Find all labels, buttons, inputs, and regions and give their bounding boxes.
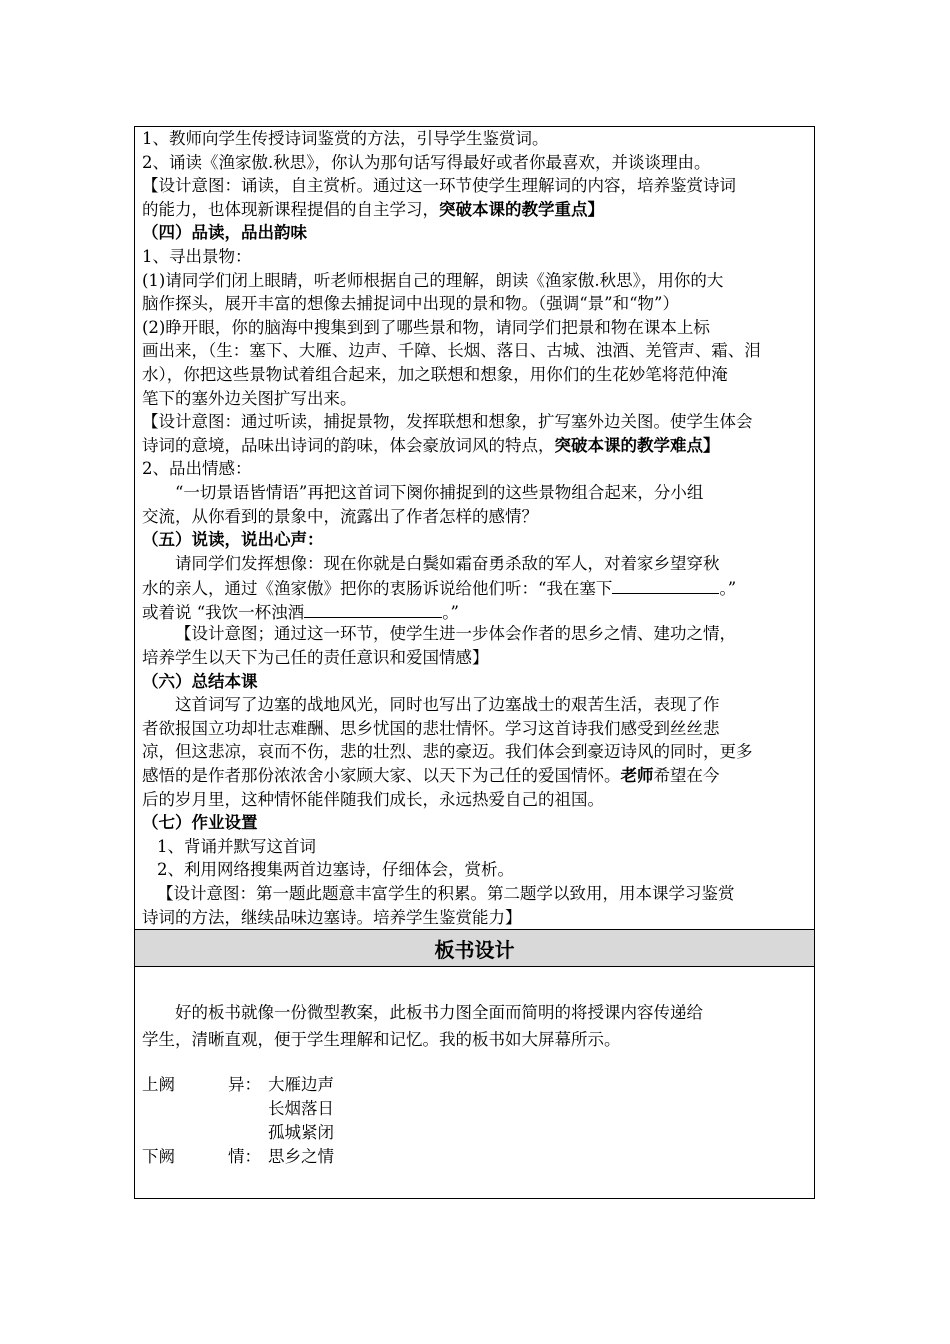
text-line (142, 764, 809, 788)
text-line: 2、利用网络搜集两首边塞诗，仔细体会，赏析。 (157, 860, 514, 880)
fill-in-line (142, 599, 809, 623)
text-line: 这首词写了边塞的战地风光，同时也写出了边塞战士的艰苦生活，表现了作 (175, 695, 720, 715)
section-heading-5: （五）说读，说出心声： (142, 530, 324, 550)
text-span: 希望在今 (653, 766, 720, 786)
text-line: 笔下的塞外边关图扩写出来。 (142, 388, 357, 408)
board-text: 思乡之情 (268, 1147, 334, 1167)
design-intent-line: 【设计意图：第一题此题意丰富学生的积累。第二题学以致用，用本课学习鉴赏 (157, 884, 735, 903)
text-line: 凉，但这悲凉，哀而不伤，悲的壮烈、悲的豪迈。我们体会到豪迈诗风的同时，更多 (142, 742, 753, 762)
design-intent-line: 【设计意图：通过听读，捕捉景物，发挥联想和想象，扩写塞外边关图。使学生体会 (142, 412, 753, 432)
board-intro-line: 学生，清晰直观，便于学生理解和记忆。我的板书如大屏幕所示。 (142, 1030, 621, 1050)
board-design-header: 板书设计 (135, 929, 814, 967)
teaching-process-section (135, 127, 814, 929)
text-span: 的能力，也体现新课程提倡的自主学习， (142, 199, 439, 219)
section-heading-4: （四）品读，品出韵味 (142, 223, 307, 243)
fill-in-blank (304, 599, 442, 618)
text-line: (2)睁开眼，你的脑海中搜集到到了哪些景和物，请同学们把景和物在课本上标 (142, 317, 710, 337)
board-part (142, 1097, 228, 1121)
text-line: 1、教师向学生传授诗词鉴赏的方法，引导学生鉴赏词。 (142, 129, 549, 148)
board-row (142, 1073, 809, 1097)
text-line: 交流，从你看到的景象中，流露出了作者怎样的感情？ (142, 506, 538, 526)
text-line: “一切景语皆情语”再把这首词下阕你捕捉到的这些景物组合起来，分小组 (175, 482, 704, 502)
design-intent-line: 培养学生以天下为己任的责任意识和爱国情感】 (142, 648, 489, 668)
design-intent-line: 【设计意图：诵读，自主赏析。通过这一环节使学生理解词的内容，培养鉴赏诗词 (142, 176, 736, 196)
board-key: 异： (228, 1075, 261, 1095)
emphasis-text: 突破本课的教学重点】 (439, 199, 604, 219)
text-line: 水），你把这些景物试着组合起来，加之联想和想象，用你们的生花妙笔将范仲淹 (142, 364, 728, 384)
board-text: 长烟落日 (268, 1099, 334, 1119)
board-row (142, 1145, 809, 1169)
text-line: 2、诵读《渔家傲.秋思》，你认为那句话写得最好或者你最喜欢，并谈谈理由。 (142, 152, 711, 172)
text-span: 水的亲人，通过《渔家傲》把你的衷肠诉说给他们听：“我在塞下 (142, 579, 613, 599)
board-key (228, 1121, 268, 1145)
board-key (228, 1097, 268, 1121)
text-line: 者欲报国立功却壮志难酬、思乡忧国的悲壮情怀。学习这首诗我们感受到丝丝悲 (142, 718, 720, 738)
board-design-section (135, 967, 814, 1198)
design-intent-line (142, 198, 809, 222)
board-row (142, 1097, 809, 1121)
design-intent-line: 诗词的方法，继续品味边塞诗。培养学生鉴赏能力】 (142, 907, 522, 927)
emphasis-text: 突破本课的教学难点】 (554, 435, 720, 455)
text-span: 感悟的是作者那份浓浓舍小家顾大家、以天下为己任的爱国情怀。 (142, 766, 621, 786)
text-span: 。” (719, 579, 737, 599)
board-part: 下阙 (142, 1147, 175, 1167)
fill-in-blank (612, 575, 719, 594)
text-line: 2、品出情感： (142, 459, 252, 479)
board-part: 上阙 (142, 1075, 175, 1095)
board-text: 孤城紧闭 (268, 1123, 334, 1143)
fill-in-line (142, 575, 809, 599)
text-line: 1、背诵并默写这首词 (157, 836, 316, 856)
design-intent-line: 【设计意图；通过这一环节，使学生进一步体会作者的思乡之情、建功之情， (175, 624, 736, 644)
text-line: (1)请同学们闭上眼睛，听老师根据自己的理解，朗读《渔家傲.秋思》，用你的大 (142, 270, 724, 290)
text-span: 。” (442, 602, 459, 622)
text-line: 脑作探头，展开丰富的想像去捕捉词中出现的景和物。（强调“景”和“物”） (142, 294, 679, 314)
section-heading-6: （六）总结本课 (142, 671, 258, 691)
design-intent-line (142, 434, 809, 458)
board-part (142, 1121, 228, 1145)
board-row (142, 1121, 809, 1145)
text-span: 或着说 “我饮一杯浊酒 (142, 602, 305, 622)
text-line: 画出来，（生：塞下、大雁、边声、千障、长烟、落日、古城、浊酒、羌管声、霜、泪 (142, 341, 761, 361)
emphasis-text: 老师 (620, 766, 654, 786)
text-span: 诗词的意境，品味出诗词的韵味，体会豪放词风的特点， (142, 435, 555, 455)
lesson-plan-table (134, 126, 815, 1199)
text-line: 请同学们发挥想像：现在你就是白鬓如霜奋勇杀敌的军人，对着家乡望穿秋 (175, 553, 720, 573)
text-line: 后的岁月里，这种情怀能伴随我们成长，永远热爱自己的祖国。 (142, 789, 604, 809)
board-text: 大雁边声 (268, 1075, 334, 1095)
board-intro-line: 好的板书就像一份微型教案，此板书力图全面而简明的将授课内容传递给 (175, 1003, 703, 1023)
text-line: 1、寻出景物： (142, 246, 252, 266)
board-key: 情： (228, 1147, 261, 1167)
section-heading-7: （七）作业设置 (142, 813, 258, 833)
